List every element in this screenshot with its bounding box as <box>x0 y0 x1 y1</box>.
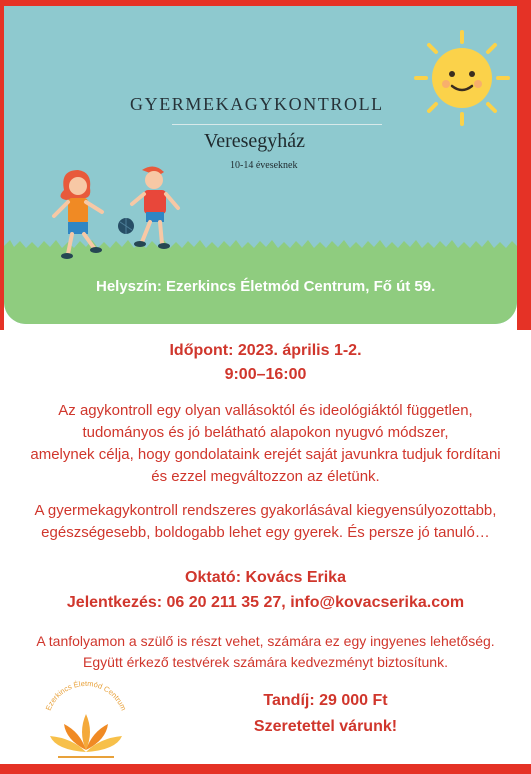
description-line: Az agykontroll egy olyan vallásoktól és ideológiáktól független, <box>58 402 473 419</box>
logo-text: Ezerkincs Életmód Centrum <box>43 678 129 712</box>
description-line: A gyermekagykontroll rendszeres gyakorlásával kiegyensúlyozottabb, <box>34 502 497 519</box>
note-line: Együtt érkező testvérek számára kedvezményt biztosítunk. <box>83 654 448 670</box>
svg-text:Ezerkincs Életmód Centrum <box>44 679 129 712</box>
welcome-text: Szeretettel várunk! <box>253 718 398 735</box>
title-divider <box>172 124 382 125</box>
description-line: és ezzel megváltozzon az életünk. <box>151 468 380 485</box>
page-title: GYERMEKAGYKONTROLL <box>130 94 384 114</box>
location-text: Helyszín: Ezerkincs Életmód Centrum, Fő út 59. <box>96 278 436 295</box>
tuition-fee: Tandíj: 29 000 Ft <box>263 692 388 709</box>
right-border <box>517 0 531 330</box>
description-line: egészségesebb, boldogabb lehet egy gyerek. És persze jó tanuló… <box>41 524 490 541</box>
registration-info: Jelentkezés: 06 20 211 35 27, info@kovacserika.com <box>66 594 465 611</box>
description-line: amelynek célja, hogy gondolataink erejét saját javunkra tudjuk fordítani <box>30 446 501 463</box>
subtitle: Veresegyház <box>204 130 306 152</box>
event-date: Időpont: 2023. április 1-2. <box>169 342 362 359</box>
description-line: tudományos és jó belátható alapokon nyugvó módszer, <box>82 424 449 441</box>
bottom-border <box>0 764 531 774</box>
note-line: A tanfolyamon a szülő is részt vehet, számára ez egy ingyenes lehetőség. <box>36 633 495 649</box>
kids-playing-illustration <box>50 164 200 274</box>
instructor-name: Oktató: Kovács Erika <box>185 569 346 586</box>
ezerkincs-logo <box>36 676 136 768</box>
event-time: 9:00–16:00 <box>224 366 307 383</box>
hero-banner <box>4 6 517 324</box>
sun-icon <box>412 28 512 128</box>
age-range: 10-14 éveseknek <box>230 160 298 171</box>
